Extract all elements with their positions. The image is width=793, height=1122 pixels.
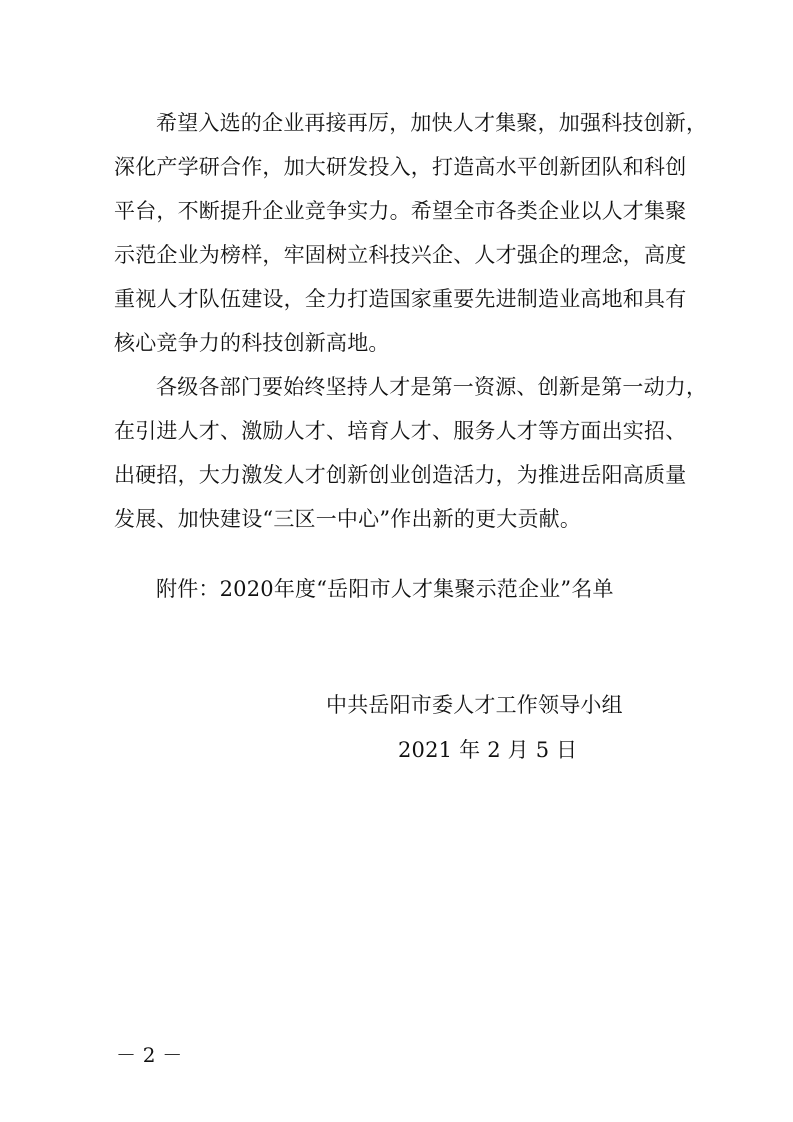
paragraph-line: 核心竞争力的科技创新高地。 [114, 331, 390, 355]
paragraph-line: 在引进人才、激励人才、培育人才、服务人才等方面出实招、 [114, 419, 687, 443]
paragraph-line: 发展、加快建设“三区一中心”作出新的更大贡献。 [114, 507, 582, 531]
attachment-note: 附件：2020年度“岳阳市人才集聚示范企业”名单 [156, 577, 614, 601]
paragraph-line: 深化产学研合作，加大研发投入，打造高水平创新团队和科创 [114, 155, 687, 179]
paragraph-line: 出硬招，大力激发人才创新创业创造活力，为推进岳阳高质量 [114, 463, 687, 487]
paragraph-line: 希望入选的企业再接再厉，加快人才集聚，加强科技创新， [156, 111, 708, 135]
paragraph-line: 平台，不断提升企业竞争实力。希望全市各类企业以人才集聚 [114, 199, 687, 223]
signature-organization: 中共岳阳市委人才工作领导小组 [326, 693, 623, 717]
paragraph-line: 各级各部门要始终坚持人才是第一资源、创新是第一动力， [156, 375, 708, 399]
page-number: － 2 － [116, 1043, 183, 1067]
paragraph-line: 重视人才队伍建设，全力打造国家重要先进制造业高地和具有 [114, 287, 687, 311]
paragraph-line: 示范企业为榜样，牢固树立科技兴企、人才强企的理念，高度 [114, 243, 687, 267]
signature-date: 2021 年 2 月 5 日 [398, 738, 578, 762]
